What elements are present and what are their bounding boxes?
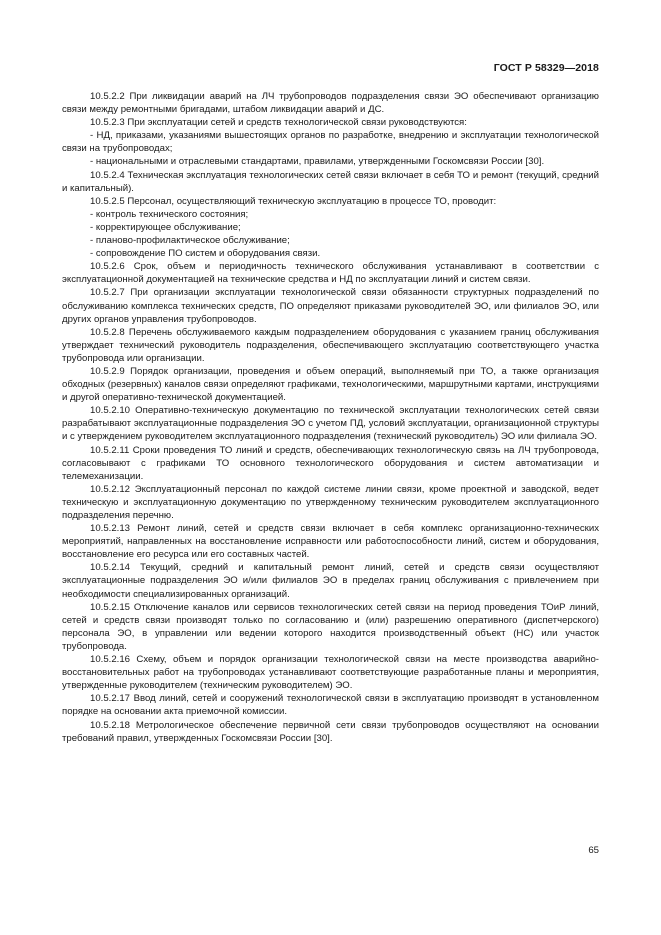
paragraph: 10.5.2.2 При ликвидации аварий на ЛЧ трубопроводов подразделения связи ЭО обеспечивают организацию связи между ремонтными бригадами, штабом ликвидации аварий и ДС. xyxy=(62,91,599,116)
paragraph: 10.5.2.11 Сроки проведения ТО линий и средств, обеспечивающих технологическую связь на ЛЧ трубопровода, согласовывают с графиками ТО основного технологического оборудования и систем автоматизации и телемеханизации. xyxy=(62,444,599,482)
paragraph: 10.5.2.4 Техническая эксплуатация технологических сетей связи включает в себя ТО и ремонт (текущий, средний и капитальный). xyxy=(62,169,599,194)
paragraph: 10.5.2.16 Схему, объем и порядок организации технологической связи на месте производства аварийно-восстановительных работ на трубопроводах устанавливают соответствующие разработанные планы и мероприятия, утвержденные руководителем (техническим руководителем) ЭО. xyxy=(62,654,599,692)
list-item: - корректирующее обслуживание; xyxy=(90,221,241,233)
paragraph: 10.5.2.10 Оперативно-техническую документацию по технической эксплуатации технологических сетей связи разрабатывают эксплуатационные подразделения ЭО с учетом ПД, условий эксплуатации, организационной структуры и с утверждением руководителем эксплуатационного подразделения (технический руководитель) ЭО или филиала ЭО. xyxy=(62,405,599,443)
paragraph: 10.5.2.15 Отключение каналов или сервисов технологических сетей связи на период проведения ТОиР линий, сетей и средств связи производят только по согласованию и (или) разрешению оперативного (диспетчерского) персонала ЭО, в управлении или ведении которого находится производственный объект (НС) или участок трубопровода. xyxy=(62,601,599,652)
list-item: - планово-профилактическое обслуживание; xyxy=(90,235,290,247)
standard-header: ГОСТ Р 58329—2018 xyxy=(493,62,599,74)
page-number: 65 xyxy=(588,845,599,856)
document-body xyxy=(62,90,599,745)
list-item: - национальными и отраслевыми стандартами, правилами, утвержденными Госкомсвязи России [30]. xyxy=(90,156,545,168)
paragraph: 10.5.2.7 При организации эксплуатации технологической связи обязанности структурных подразделений по обслуживанию комплекса технических средств, ПО определяют приказами руководителей ЭО, или филиалов ЭО, или других органов управления трубопроводов. xyxy=(62,287,599,325)
list-item: - контроль технического состояния; xyxy=(90,208,249,220)
paragraph: 10.5.2.14 Текущий, средний и капитальный ремонт линий, сетей и средств связи осуществляют эксплуатационные подразделения ЭО и/или филиалов ЭО в пределах границ обслуживания с привлечением при необходимости специализированных организаций. xyxy=(62,562,599,600)
paragraph: 10.5.2.17 Ввод линий, сетей и сооружений технологической связи в эксплуатацию производят в установленном порядке на основании акта приемочной комиссии. xyxy=(62,693,599,718)
paragraph: 10.5.2.8 Перечень обслуживаемого каждым подразделением оборудования с указанием границ обслуживания утверждает технический руководитель подразделения, обеспечивающего эксплуатацию соответствующего участка трубопровода или организации. xyxy=(62,326,599,364)
paragraph: 10.5.2.5 Персонал, осуществляющий техническую эксплуатацию в процессе ТО, проводит: xyxy=(90,195,497,207)
paragraph: 10.5.2.3 При эксплуатации сетей и средств технологической связи руководствуются: xyxy=(90,117,467,129)
list-item: - сопровождение ПО систем и оборудования связи. xyxy=(90,248,321,260)
paragraph: 10.5.2.12 Эксплуатационный персонал по каждой системе линии связи, кроме проектной и заводской, ведет техническую и эксплуатационную документацию по утвержденному техническим руководителем эксплуатационного подразделения перечню. xyxy=(62,483,599,521)
list-item: - НД, приказами, указаниями вышестоящих органов по разработке, внедрению и эксплуатации технологической связи на трубопроводах; xyxy=(62,130,599,155)
paragraph: 10.5.2.13 Ремонт линий, сетей и средств связи включает в себя комплекс организационно-технических мероприятий, направленных на восстановление исправности или работоспособности линий, систем и оборудования, восстановление его ресурса или его составных частей. xyxy=(62,523,599,561)
paragraph: 10.5.2.9 Порядок организации, проведения и объем операций, выполняемый при ТО, а также организация обходных (резервных) каналов связи определяют графиками, технологическими, маршрутными картами, инструкциями и другой оперативно-технической документацией. xyxy=(62,365,599,404)
paragraph: 10.5.2.18 Метрологическое обеспечение первичной сети связи трубопроводов осуществляют на основании требований правил, утвержденных Госкомсвязи России [30]. xyxy=(62,719,599,744)
paragraph: 10.5.2.6 Срок, объем и периодичность технического обслуживания устанавливают в соответствии с эксплуатационной документацией на технические средства и НД по эксплуатации линий и систем связи. xyxy=(62,261,599,286)
